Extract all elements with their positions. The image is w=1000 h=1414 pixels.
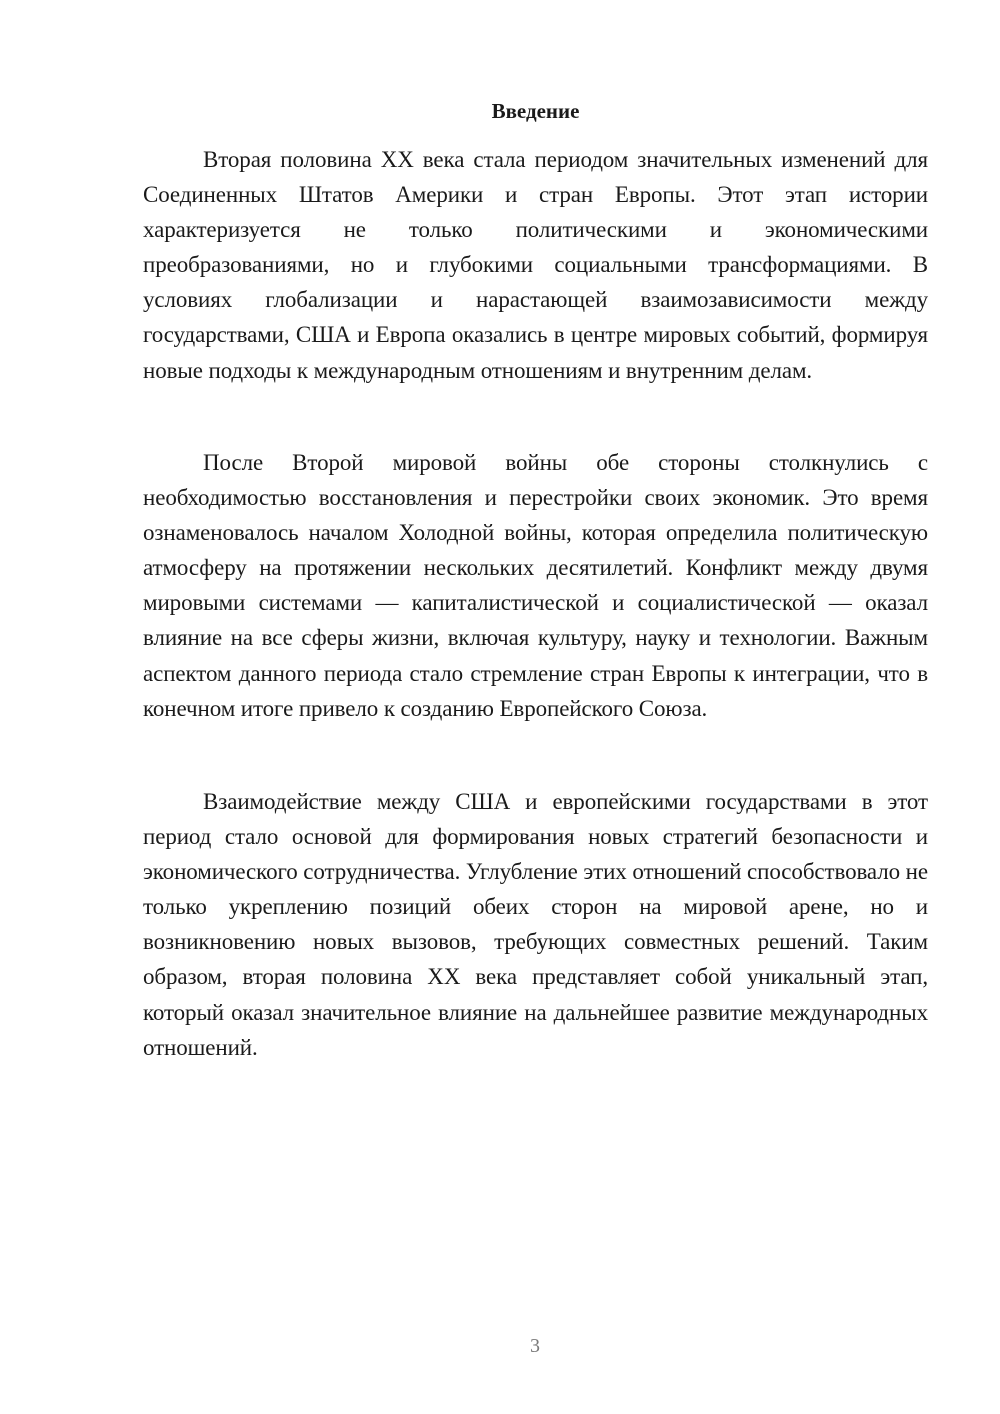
page-number: 3 — [530, 1335, 540, 1357]
paragraph-1: Вторая половина XX века стала периодом значительных изменений для Соединенных Штатов Америки и стран Европы. Этот этап истории характеризуется не только политическими и экономическими преобразованиями, но и глубокими социальными трансформациями. В условиях глобализации и нарастающей взаимозависимости между государствами, США и Европа оказались в центре мировых событий, формируя новые подходы к международным отношениям и внутренним делам. — [143, 147, 928, 383]
section-title: Введение — [491, 99, 580, 123]
paragraph-3: Взаимодействие между США и европейскими государствами в этот период стало основой для формирования новых стратегий безопасности и экономического сотрудничества. Углубление этих отношений способствовало не только укреплению позиций обеих сторон на мировой арене, но и возникновению новых вызовов, требующих совместных решений. Таким образом, вторая половина XX века представляет собой уникальный этап, который оказал значительное влияние на дальнейшее развитие международных отношений. — [143, 789, 928, 1060]
paragraph-2: После Второй мировой войны обе стороны столкнулись с необходимостью восстановления и перестройки своих экономик. Это время ознаменовалось началом Холодной войны, которая определила политическую атмосферу на протяжении нескольких десятилетий. Конфликт между двумя мировыми системами — капиталистической и социалистической — оказал влияние на все сферы жизни, включая культуру, науку и технологии. Важным аспектом данного периода стало стремление стран Европы к интеграции, что в конечном итоге привело к созданию Европейского Союза. — [143, 450, 928, 721]
